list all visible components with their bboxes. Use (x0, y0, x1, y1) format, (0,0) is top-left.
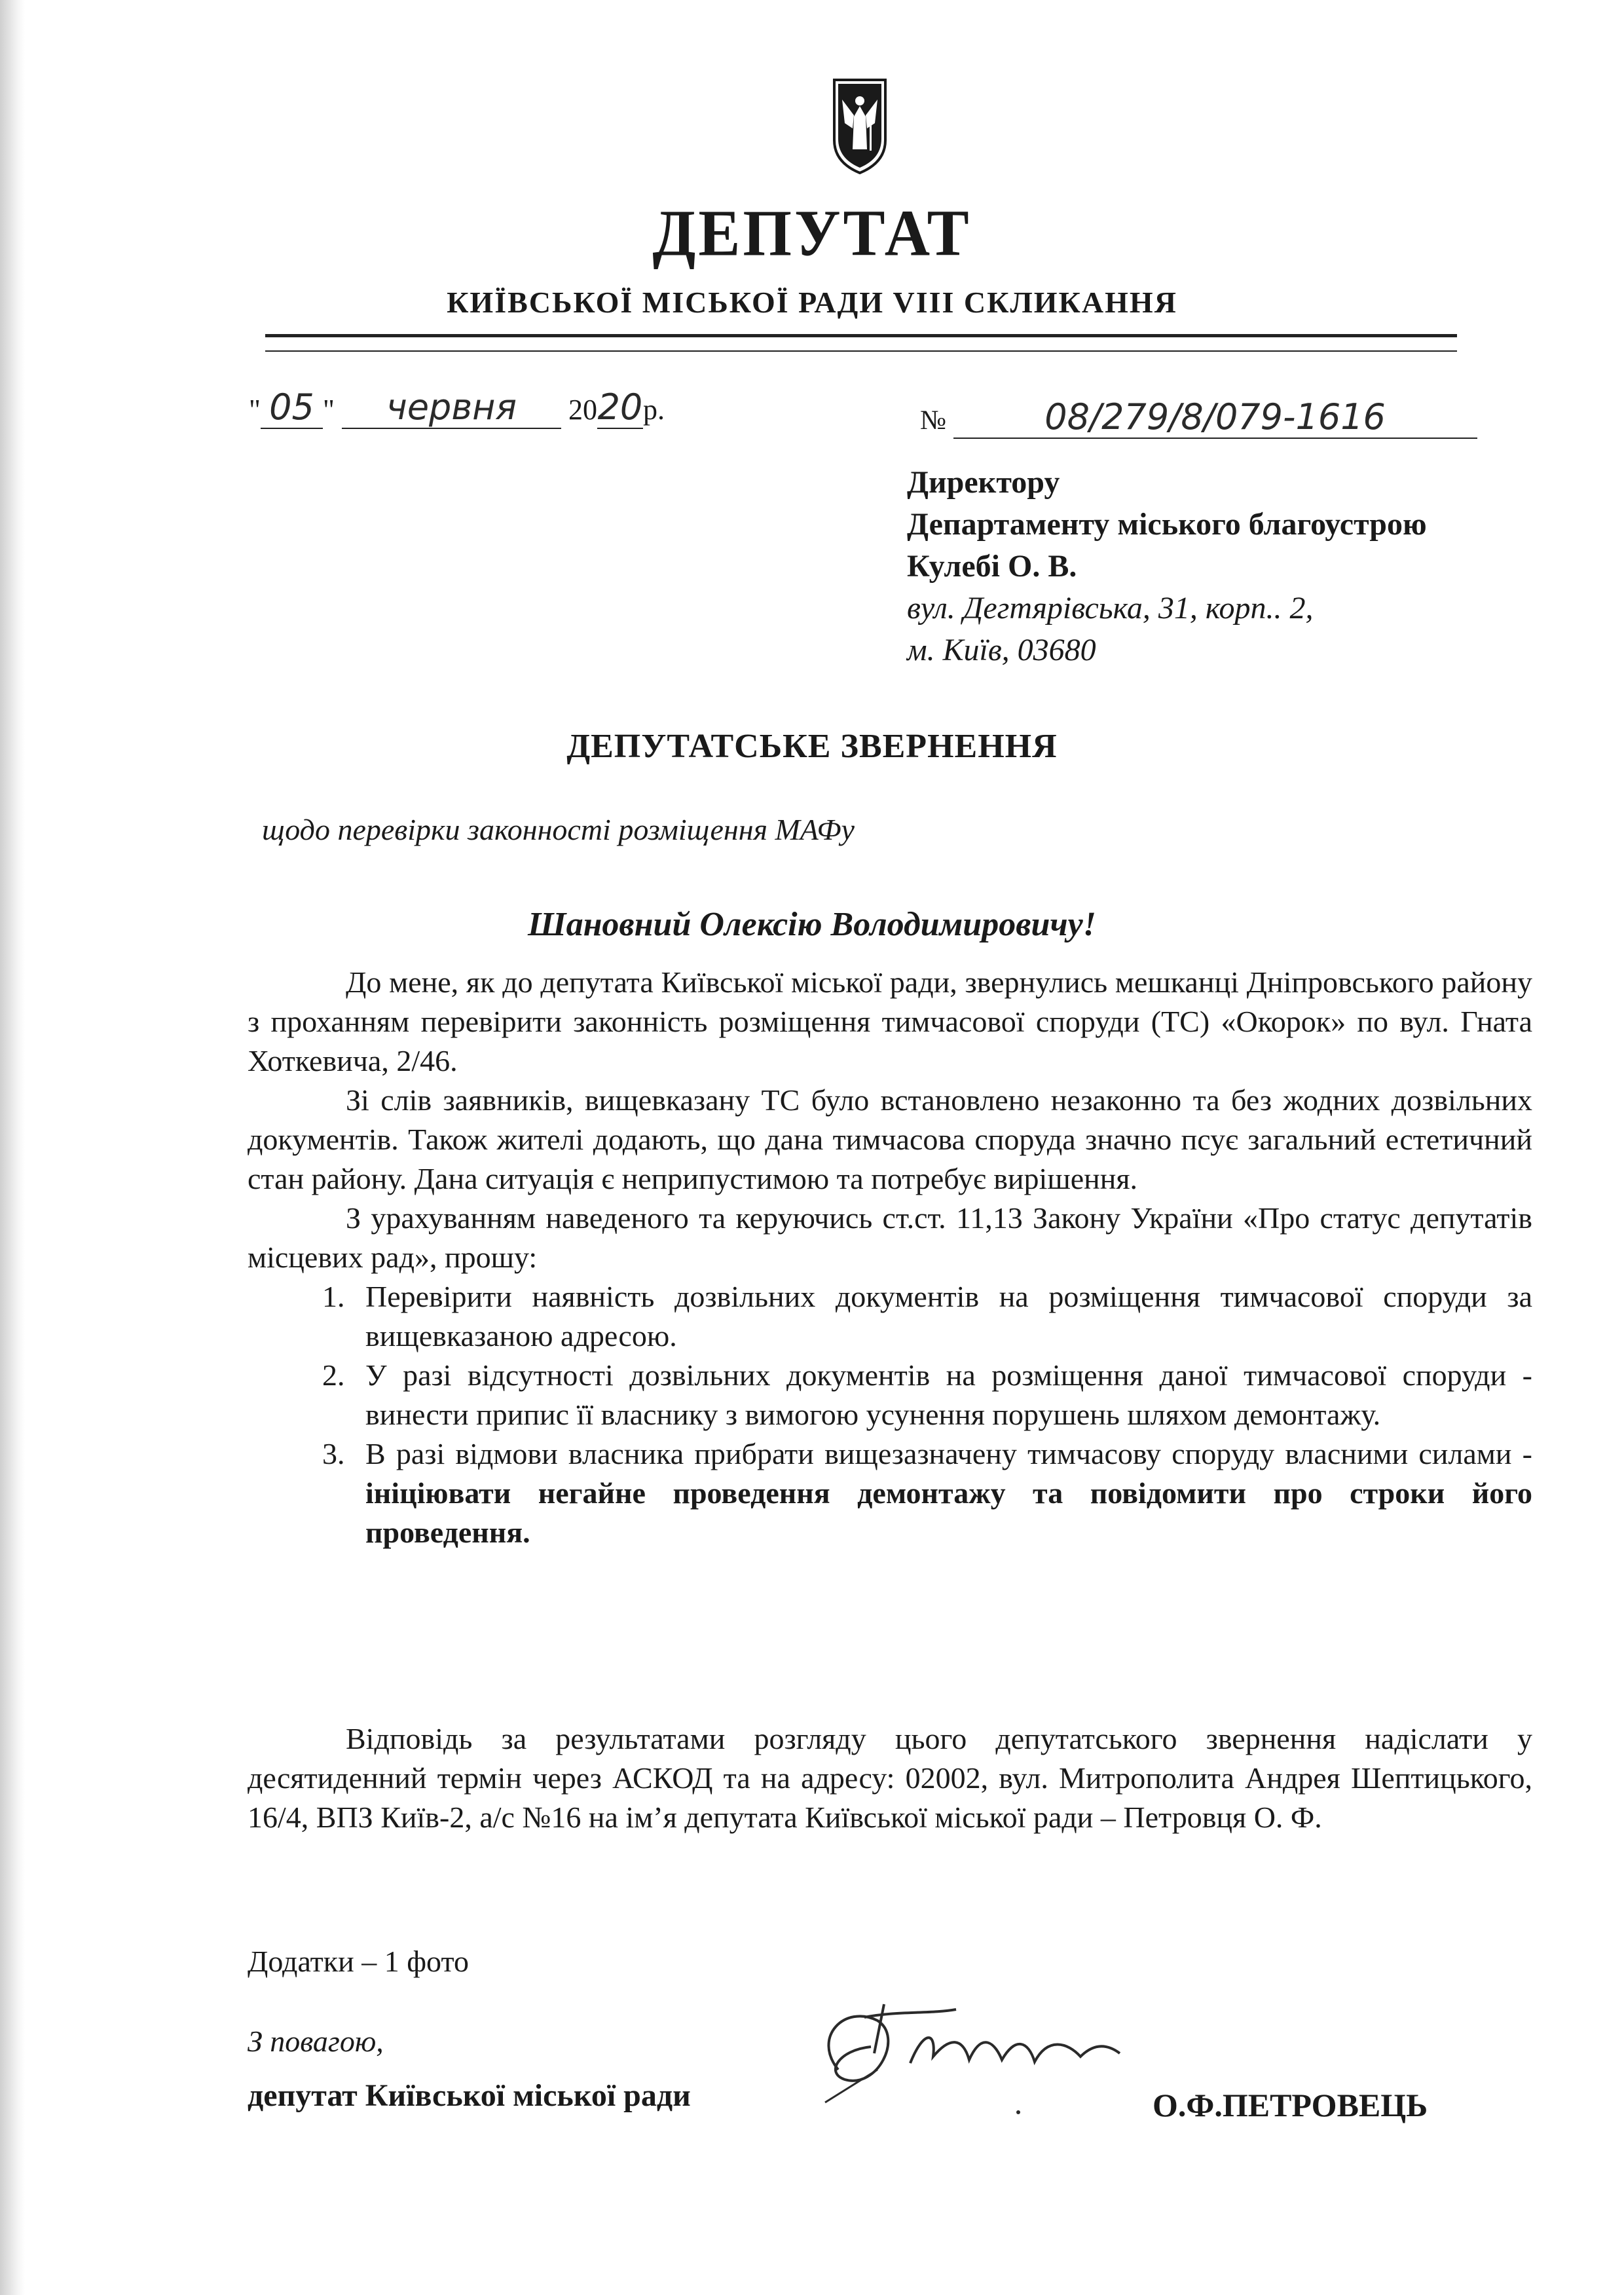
addressee-block (907, 462, 1427, 671)
date-suffix: р. (642, 394, 665, 426)
closing-regards: З повагою, (248, 2024, 384, 2058)
request-item (352, 1434, 1532, 1552)
scan-margin-shadow (0, 0, 25, 2295)
addressee-name: Кулебі О. В. (907, 549, 1077, 584)
request-item-text: В разі відмови власника прибрати вищезазначену тимчасову споруду власними силами - (365, 1437, 1532, 1470)
salutation: Шановний Олексію Володимировичу! (528, 906, 1096, 943)
letterhead-subtitle: КИЇВСЬКОЇ МІСЬКОЇ РАДИ VIII СКЛИКАННЯ (447, 286, 1177, 319)
letterhead-rule-thin (265, 350, 1457, 352)
date-day: 05 (261, 386, 323, 429)
letterhead-rule-thick (265, 334, 1457, 337)
date-line: " 05 " червня 2020р. (249, 386, 665, 428)
request-list (248, 1277, 1532, 1552)
date-year-prefix: 20 (568, 394, 597, 426)
addressee-position: Директору (907, 465, 1060, 500)
addressee-city: м. Київ, 03680 (907, 633, 1096, 667)
registration-label: № (920, 405, 947, 436)
request-item: 1. Перевірити наявність дозвільних документів на розміщення тимчасової споруди за вищевказаною адресою. (352, 1277, 1532, 1356)
request-item-emphasis: ініціювати негайне проведення демонтажу та повідомити про строки його проведення. (365, 1476, 1532, 1549)
document-title: ДЕПУТАТСЬКЕ ЗВЕРНЕННЯ (566, 728, 1058, 765)
registration-number-line (920, 396, 1477, 439)
handwritten-signature (799, 1991, 1139, 2122)
body-paragraph: Зі слів заявників, вищевказану ТС було встановлено незаконно та без жодних дозвільних документів. Також жителі додають, що дана тимчасова споруда значно псує загальний естетичний стан району. Дана ситуація є неприпустимою та потребує вирішення. (248, 1083, 1532, 1195)
body-paragraph: До мене, як до депутата Київської міської ради, звернулись мешканці Дніпровського району з проханням перевірити законність розміщення тимчасової споруди (ТС) «Окорок» по вул. Гната Хоткевича, 2/46. (248, 965, 1532, 1077)
signer-name: О.Ф.ПЕТРОВЕЦЬ (1153, 2087, 1428, 2123)
letter-body (248, 963, 1532, 1552)
body-paragraph: З урахуванням наведеного та керуючись ст.ст. 11,13 Закону України «Про статус депутатів місцевих рад», прошу: (248, 1201, 1532, 1274)
letterhead-title: ДЕПУТАТ (652, 196, 972, 270)
request-item: 2. У разі відсутності дозвільних документів на розміщення даної тимчасової споруди - винести припис її власнику з вимогою усунення порушень шляхом демонтажу. (352, 1356, 1532, 1434)
registration-number: 08/279/8/079-1616 (953, 396, 1477, 439)
addressee-department: Департаменту міського благоустрою (907, 507, 1427, 542)
document-subject: щодо перевірки законності розміщення МАФу (262, 813, 855, 846)
attachments-note: Додатки – 1 фото (248, 1945, 469, 1978)
kyiv-coat-of-arms-icon (830, 77, 889, 176)
signer-role: депутат Київської міської ради (248, 2078, 691, 2113)
reply-instructions: Відповідь за результатами розгляду цього депутатського звернення надіслати у десятиденний термін через АСКОД та на адресу: 02002, вул. Митрополита Андрея Шептицького, 16/4, ВПЗ Київ-2, а/с №16 на ім’я депутата Київської міської ради – Петровця О. Ф. (248, 1722, 1532, 1834)
addressee-street: вул. Дегтярівська, 31, корп.. 2, (907, 591, 1314, 625)
date-year-suffix: 20 (597, 386, 643, 428)
date-month: червня (342, 386, 561, 429)
